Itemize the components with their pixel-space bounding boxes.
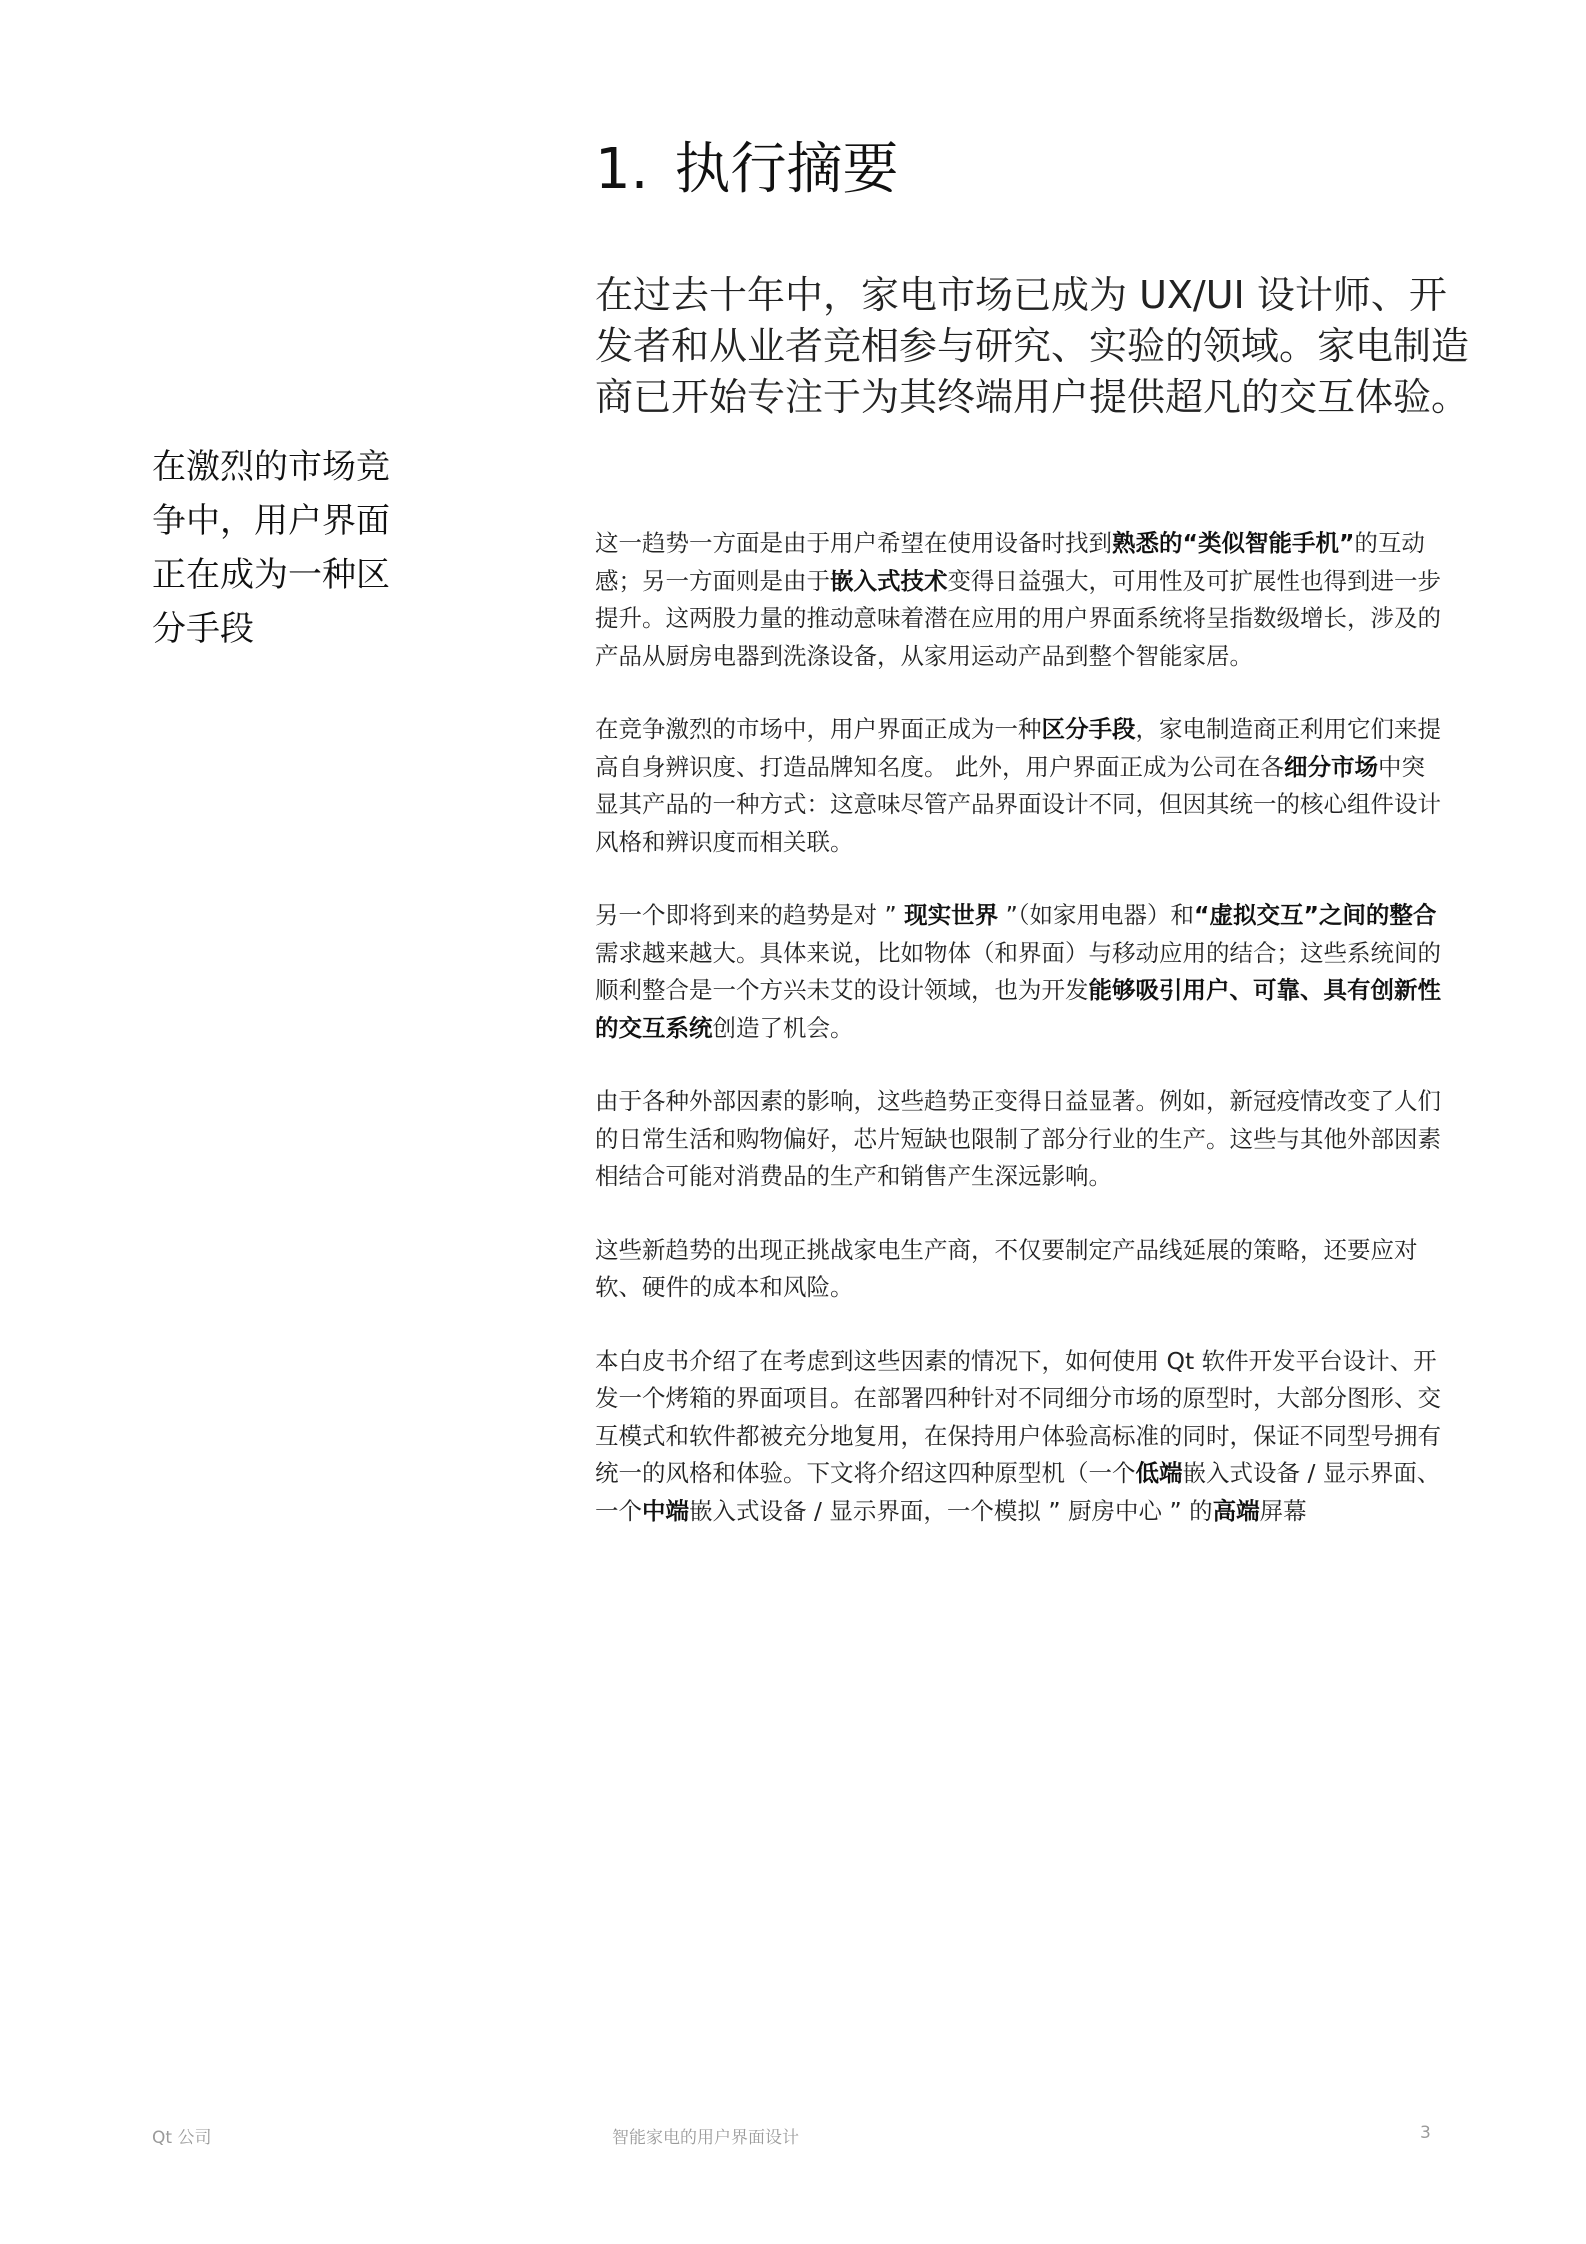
text-run: 创造了机会。 bbox=[712, 1013, 854, 1042]
text-run: 嵌入式设备 / 显示界面，一个模拟 ” 厨房中心 ” 的 bbox=[689, 1496, 1213, 1525]
body-paragraph bbox=[595, 1232, 1445, 1307]
section-heading bbox=[595, 130, 898, 210]
emphasis-run: 现实世界 bbox=[904, 901, 999, 929]
emphasis-run: “虚拟交互”之间的整合 bbox=[1194, 901, 1437, 929]
emphasis-run: 低端 bbox=[1135, 1459, 1183, 1487]
emphasis-run: 熟悉的“类似智能手机” bbox=[1112, 529, 1355, 557]
pull-quote: 在激烈的市场竞争中，用户界面正在成为一种区分手段 bbox=[152, 447, 390, 649]
section-title: 执行摘要 bbox=[674, 137, 899, 202]
body-paragraph bbox=[595, 1083, 1445, 1196]
text-run: 变得日益强大，可用性及可扩展性也得到进一步提升。这两股力量的推动意味着潜在应用的用户界面系统将呈指数级增长，涉及的产品从厨房电器到洗涤设备，从家用运动产品到整个智能家居。 bbox=[595, 566, 1441, 670]
emphasis-run: 细分市场 bbox=[1283, 752, 1378, 781]
emphasis-run: 嵌入式技术 bbox=[830, 566, 948, 595]
text-run: ”（如家用电器）和 bbox=[998, 901, 1195, 929]
emphasis-run: 高端 bbox=[1212, 1496, 1260, 1525]
footer-page-number: 3 bbox=[1420, 2123, 1431, 2143]
emphasis-run: 区分手段 bbox=[1041, 715, 1136, 743]
text-run: 本白皮书介绍了在考虑到这些因素的情况下，如何使用 Qt 软件开发平台设计、开发一个烤箱的界面项目。在部署四种针对不同细分市场的原型时，大部分图形、交互模式和软件都被充分地复用，在保持用户体验高标准的同时，保证不同型号拥有统一的风格和体验。下文将介绍这四种原型机（一个 bbox=[595, 1346, 1441, 1487]
emphasis-run: 中端 bbox=[642, 1496, 689, 1525]
body-paragraph bbox=[595, 1343, 1445, 1531]
text-run: 这些新趋势的出现正挑战家电生产商，不仅要制定产品线延展的策略，还要应对软、硬件的成本和风险。 bbox=[595, 1235, 1418, 1301]
text-run: 这一趋势一方面是由于用户希望在使用设备时找到 bbox=[595, 529, 1112, 557]
body-paragraph bbox=[595, 897, 1445, 1047]
text-run: 中突显其产品的一种方式：这意味尽管产品界面设计不同，但因其统一的核心组件设计风格和辨识度而相关联。 bbox=[595, 752, 1441, 856]
footer-company: Qt 公司 bbox=[152, 2128, 212, 2148]
text-run: 的互动感；另一方面则是由于 bbox=[595, 529, 1425, 595]
intro-paragraph: 在过去十年中，家电市场已成为 UX/UI 设计师、开发者和从业者竞相参与研究、实验的领域。家电制造商已开始专注于为其终端用户提供超凡的交互体验。 bbox=[595, 273, 1470, 419]
text-run: 在竞争激烈的市场中，用户界面正成为一种 bbox=[595, 715, 1042, 743]
text-run: ，家电制造商正利用它们来提高自身辨识度、打造品牌知名度。 此外，用户界面正成为公司在各 bbox=[595, 715, 1441, 781]
footer-doc-title: 智能家电的用户界面设计 bbox=[612, 2128, 799, 2148]
emphasis-run: 能够吸引用户、可靠、具有创新性的交互系统 bbox=[595, 976, 1441, 1042]
text-run: 需求越来越大。具体来说，比如物体（和界面）与移动应用的结合；这些系统间的顺利整合是一个方兴未艾的设计领域，也为开发 bbox=[595, 938, 1441, 1004]
body-paragraph bbox=[595, 711, 1445, 861]
text-run: 嵌入式设备 / 显示界面、一个 bbox=[595, 1459, 1441, 1525]
body-paragraph bbox=[595, 525, 1445, 675]
text-run: 由于各种外部因素的影响，这些趋势正变得日益显著。例如，新冠疫情改变了人们的日常生活和购物偏好，芯片短缺也限制了部分行业的生产。这些与其他外部因素相结合可能对消费品的生产和销售产生深远影响。 bbox=[595, 1087, 1441, 1190]
body-text bbox=[595, 525, 1445, 1566]
text-run: 屏幕 bbox=[1259, 1496, 1307, 1525]
text-run: 另一个即将到来的趋势是对 ” bbox=[595, 901, 905, 929]
section-number: 1. bbox=[595, 137, 649, 202]
